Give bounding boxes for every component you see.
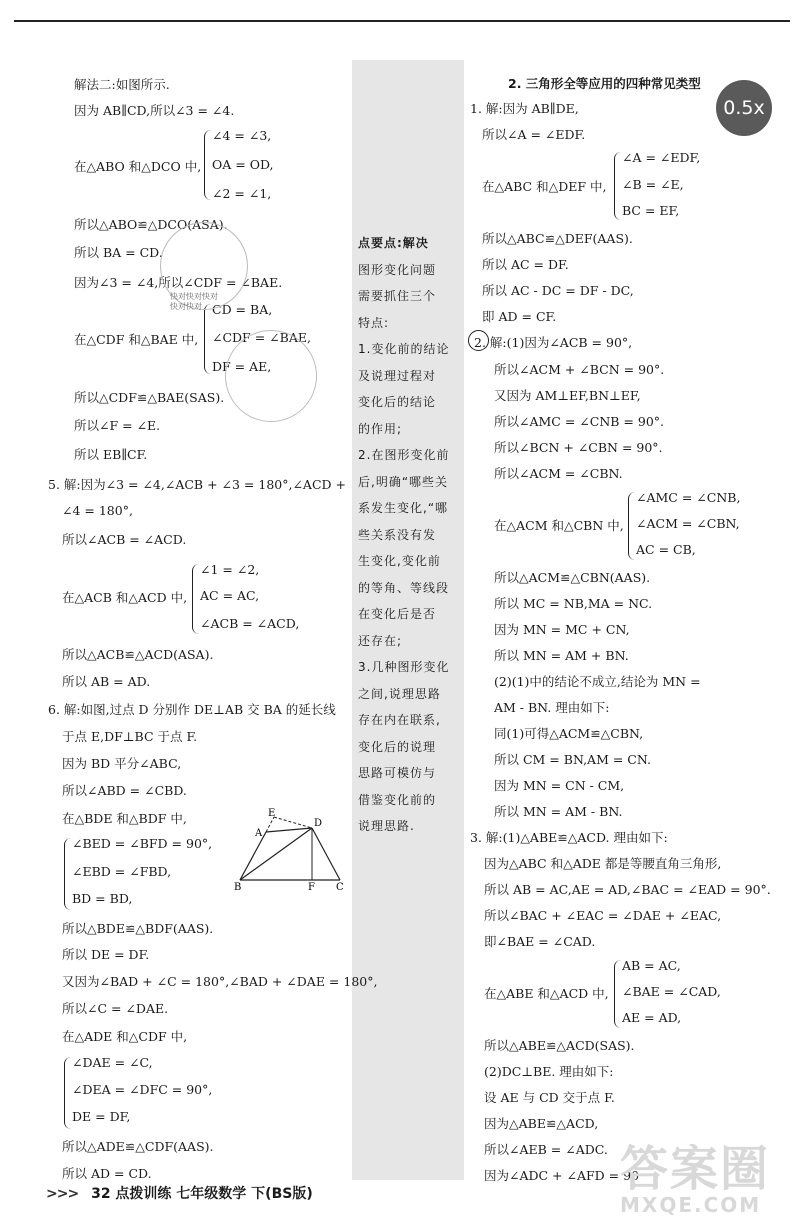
watermark-title: 答案圈	[620, 1141, 771, 1197]
tips-title: 点要点:解决	[358, 236, 429, 250]
tip-line: 存在内在联系,	[358, 713, 441, 727]
right-line: ∠ACM = ∠CBN,	[636, 516, 740, 531]
left-line: 在△ADE 和△CDF 中,	[62, 1029, 188, 1044]
tip-line: 需要抓住三个	[358, 289, 437, 303]
right-line: 1. 解:因为 AB∥DE,	[470, 101, 579, 116]
left-line: 在△CDF 和△BAE 中,	[74, 332, 199, 347]
left-line: 在△ACB 和△ACD 中,	[62, 590, 188, 605]
tip-line: 还存在;	[358, 633, 403, 648]
tip-line: 些关系没有发	[358, 527, 437, 542]
line-bd	[240, 828, 312, 880]
right-line: 因为△ABE≌△ACD,	[484, 1116, 599, 1131]
right-line: ∠B = ∠E,	[622, 177, 684, 192]
right-line: 在△ABC 和△DEF 中,	[482, 179, 607, 194]
right-line: 所以 MC = NB,MA = NC.	[494, 596, 653, 611]
left-line: ∠2 = ∠1,	[212, 186, 272, 201]
right-line: 所以△ABE≌△ACD(SAS).	[484, 1038, 635, 1053]
right-line: AM - BN. 理由如下:	[494, 700, 610, 715]
left-line: 所以 BA = CD.	[74, 245, 163, 260]
left-line: ∠EBD = ∠FBD,	[72, 864, 172, 879]
tip-line: 借鉴变化前的	[358, 792, 437, 807]
line-ad	[266, 828, 312, 832]
tip-line: 说理思路.	[358, 819, 415, 833]
label-f: F	[308, 882, 315, 892]
brace	[64, 838, 71, 910]
left-line: DF = AE,	[212, 359, 272, 374]
brace	[204, 130, 211, 200]
left-line: 6. 解:如图,过点 D 分别作 DE⊥AB 交 BA 的延长线	[48, 702, 336, 717]
tip-line: 变化后的结论	[358, 395, 437, 409]
tip-line: 3.几种图形变化	[358, 660, 450, 674]
line-dc	[312, 828, 340, 880]
tip-line: 生变化,变化前	[358, 554, 441, 568]
left-line: 所以△ACB≌△ACD(ASA).	[62, 647, 214, 662]
left-line: ∠CDF = ∠BAE,	[212, 330, 311, 345]
right-line: (2)(1)中的结论不成立,结论为 MN =	[494, 674, 701, 689]
brace	[628, 492, 635, 560]
footer-arrows: >>>	[46, 1186, 79, 1202]
left-line: OA = OD,	[212, 157, 274, 172]
left-line: ∠4 = ∠3,	[212, 128, 272, 143]
right-line: 所以∠AMC = ∠CNB = 90°.	[494, 414, 664, 429]
stamp-text	[170, 292, 218, 312]
right-line: 3. 解:(1)△ABE≌△ACD. 理由如下:	[470, 830, 668, 845]
right-line: 2. 解:(1)因为∠ACB = 90°,	[474, 335, 633, 350]
tip-line: 在变化后是否	[358, 607, 437, 621]
header-rule	[14, 20, 790, 22]
tip-line: 之间,说理思路	[358, 686, 441, 701]
left-line: 在△ABO 和△DCO 中,	[74, 159, 202, 174]
tip-line: 的作用;	[358, 421, 403, 436]
right-line: 因为 MN = MC + CN,	[494, 622, 630, 637]
right-line: 所以 AC - DC = DF - DC,	[482, 283, 634, 298]
label-b: B	[234, 882, 242, 892]
left-line: AC = AC,	[200, 588, 260, 603]
top-bar	[0, 0, 800, 26]
stamp-line: 快对快对	[170, 302, 202, 311]
brace	[192, 564, 199, 634]
tip-line: 变化后的说理	[358, 739, 437, 754]
right-line: ∠BAE = ∠CAD,	[622, 984, 721, 999]
section-title: 2. 三角形全等应用的四种常见类型	[508, 76, 701, 91]
left-line: 所以∠ABD = ∠CBD.	[62, 783, 187, 798]
right-line: 所以∠A = ∠EDF.	[482, 127, 586, 142]
right-line: 因为 MN = CN - CM,	[494, 778, 625, 793]
tip-line: 的等角、等线段	[358, 580, 450, 595]
left-line: ∠DAE = ∠C,	[72, 1055, 153, 1070]
left-line: 所以∠ACB = ∠ACD.	[62, 532, 187, 547]
left-line: 于点 E,DF⊥BC 于点 F.	[62, 729, 198, 744]
stamp-circle	[225, 330, 317, 422]
right-line: 即∠BAE = ∠CAD.	[484, 934, 596, 949]
left-line: 解法二:如图所示.	[74, 77, 170, 92]
page-footer	[46, 1183, 313, 1203]
right-line: AB = AC,	[622, 958, 681, 973]
right-line: (2)DC⊥BE. 理由如下:	[484, 1064, 614, 1079]
tips-box	[358, 230, 460, 840]
right-line: 所以∠ACM = ∠CBN.	[494, 466, 623, 481]
tip-line: 图形变化问题	[358, 262, 437, 277]
label-e: E	[268, 808, 276, 819]
geometry-figure	[228, 806, 350, 892]
tip-line: 2.在图形变化前	[358, 448, 450, 462]
stamp-line: 快对快对快对	[170, 292, 218, 301]
right-line: 所以∠BCN + ∠CBN = 90°.	[494, 440, 663, 455]
left-line: DE = DF,	[72, 1109, 131, 1124]
label-a: A	[255, 828, 263, 839]
right-line: 设 AE 与 CD 交于点 F.	[484, 1090, 615, 1105]
left-line: 所以△ADE≌△CDF(AAS).	[62, 1139, 214, 1154]
left-line: 所以 AD = CD.	[62, 1166, 152, 1181]
right-line: 所以 CM = BN,AM = CN.	[494, 752, 651, 767]
right-line: ∠A = ∠EDF,	[622, 150, 701, 165]
left-line: 在△BDE 和△BDF 中,	[62, 811, 187, 826]
right-line: 所以∠BAC + ∠EAC = ∠DAE + ∠EAC,	[484, 908, 722, 923]
right-line: 因为△ABC 和△ADE 都是等腰直角三角形,	[484, 856, 722, 871]
right-line: 因为∠ADC + ∠AFD = 90	[484, 1168, 640, 1183]
tip-line: 后,明确“哪些关	[358, 474, 449, 489]
playback-speed-button[interactable]: 0.5x	[716, 80, 772, 136]
left-line: 所以△CDF≌△BAE(SAS).	[74, 390, 225, 405]
left-line: 5. 解:因为∠3 = ∠4,∠ACB + ∠3 = 180°,∠ACD +	[48, 477, 346, 492]
right-line: 即 AD = CF.	[482, 309, 557, 324]
right-line: AC = CB,	[636, 542, 696, 557]
brace	[64, 1057, 71, 1129]
brace	[614, 960, 621, 1028]
left-line: 所以△BDE≌△BDF(AAS).	[62, 921, 214, 936]
right-line: 又因为 AM⊥EF,BN⊥EF,	[494, 388, 641, 403]
right-line: 所以△ACM≌△CBN(AAS).	[494, 570, 651, 585]
right-line: 在△ACM 和△CBN 中,	[494, 518, 624, 533]
line-ed	[274, 817, 312, 828]
label-d: D	[314, 818, 323, 829]
tip-line: 及说理过程对	[358, 368, 437, 383]
left-line: BD = BD,	[72, 891, 133, 906]
left-line: 所以∠C = ∠DAE.	[62, 1001, 169, 1016]
tip-line: 系发生变化,“哪	[358, 501, 449, 515]
tip-line: 思路可模仿与	[358, 766, 437, 780]
left-line: 所以∠F = ∠E.	[74, 418, 161, 433]
left-line: ∠DEA = ∠DFC = 90°,	[72, 1082, 213, 1097]
right-line: 所以 AB = AC,AE = AD,∠BAC = ∠EAD = 90°.	[484, 882, 771, 897]
left-line: 因为 AB∥CD,所以∠3 = ∠4.	[74, 103, 235, 118]
brace	[614, 152, 621, 220]
tip-line: 特点:	[358, 315, 390, 330]
right-line: 所以∠AEB = ∠ADC.	[484, 1142, 608, 1157]
right-line: ∠AMC = ∠CNB,	[636, 490, 741, 505]
right-line: AE = AD,	[622, 1010, 682, 1025]
left-line: 因为 BD 平分∠ABC,	[62, 756, 182, 771]
line-ae-ext	[266, 817, 274, 832]
tip-line: 1.变化前的结论	[358, 342, 450, 356]
right-line: 同(1)可得△ACM≌△CBN,	[494, 726, 644, 741]
right-line: BC = EF,	[622, 203, 680, 218]
left-line: 所以 EB∥CF.	[74, 447, 148, 462]
left-line: 所以 DE = DF.	[62, 947, 150, 962]
left-line: ∠ACB = ∠ACD,	[200, 616, 300, 631]
left-line: CD = BA,	[212, 302, 273, 317]
right-line: 所以 AC = DF.	[482, 257, 569, 272]
footer-text: 32 点拨训练 七年级数学 下(BS版)	[91, 1186, 313, 1202]
label-c: C	[336, 882, 344, 892]
right-line: 所以△ABC≌△DEF(AAS).	[482, 231, 633, 246]
line-ba	[240, 832, 266, 880]
left-line: ∠4 = 180°,	[62, 503, 133, 518]
right-line: 在△ABE 和△ACD 中,	[484, 986, 609, 1001]
right-line: 所以 MN = AM - BN.	[494, 804, 623, 819]
brace	[204, 304, 211, 374]
left-line: 所以△ABO≌△DCO(ASA).	[74, 217, 228, 232]
watermark-url: MXQE.COM	[620, 1193, 762, 1217]
left-line: ∠BED = ∠BFD = 90°,	[72, 836, 213, 851]
left-line: 因为∠3 = ∠4,所以∠CDF = ∠BAE.	[74, 275, 283, 290]
watermark	[620, 1130, 770, 1217]
left-line: 又因为∠BAD + ∠C = 180°,∠BAD + ∠DAE = 180°,	[62, 974, 378, 989]
right-line: 所以 MN = AM + BN.	[494, 648, 629, 663]
left-line: ∠1 = ∠2,	[200, 562, 260, 577]
left-line: 所以 AB = AD.	[62, 674, 151, 689]
right-line: 所以∠ACM + ∠BCN = 90°.	[494, 362, 665, 377]
